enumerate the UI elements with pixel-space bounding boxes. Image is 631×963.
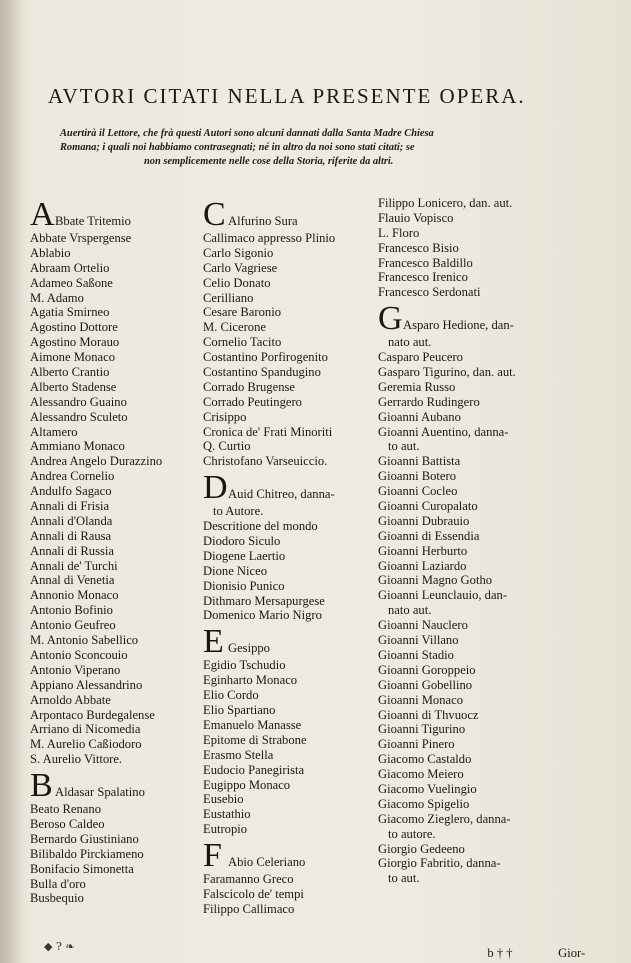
author-entry: Callimaco appresso Plinio	[203, 231, 336, 245]
author-entry: Emanuelo Manasse	[203, 717, 302, 732]
author-entry: Gioanni Magno Gotho	[378, 573, 493, 588]
page-footer	[465, 946, 585, 961]
author-entry: Diodoro Siculo	[203, 534, 281, 549]
author-entry: to aut.	[388, 871, 420, 886]
author-entry: Eugippo Monaco	[203, 777, 291, 792]
author-entry: Bulla d'oro	[30, 876, 86, 891]
author-entry: Alessandro Guaino	[30, 394, 127, 409]
author-entry: S. Aurelio Vittore.	[30, 752, 123, 767]
author-entry: Alberto Crantio	[30, 365, 110, 380]
author-entry: Ablabio	[30, 245, 71, 260]
author-entry: Gioanni Laziardo	[378, 558, 467, 573]
catchword: Gior-	[558, 946, 586, 960]
author-entry: Diogene Laertio	[203, 548, 286, 563]
author-entry: Descritione del mondo	[203, 519, 318, 534]
author-entry: Agostino Morauo	[30, 335, 120, 350]
section-heading	[203, 469, 363, 507]
letter-section	[30, 196, 180, 767]
section-heading	[30, 196, 180, 233]
author-entry: Busbequio	[30, 891, 84, 906]
author-entry: to autore.	[388, 826, 436, 841]
letter-section	[30, 767, 180, 906]
author-entry: Andrea Cornelio	[30, 469, 115, 484]
author-entry: Dione Niceo	[203, 563, 267, 578]
author-entry: Agatia Smirneo	[30, 305, 110, 320]
author-entry: L. Floro	[378, 225, 420, 240]
author-entry: Gesippo	[228, 641, 270, 656]
author-entry: Eutropio	[203, 822, 248, 837]
author-entry: Flauio Vopisco	[378, 210, 454, 225]
author-entry: Appiano Alessandrino	[30, 677, 143, 692]
author-entry: Gioanni Herburto	[378, 543, 468, 558]
author-entry: Gasparo Tigurino, dan. aut.	[378, 365, 516, 380]
author-entry: Elio Cordo	[203, 688, 259, 703]
author-entry: Auid Chitreo, danna-	[228, 487, 335, 502]
gutter-shadow	[0, 0, 22, 963]
author-entry: Egidio Tschudio	[203, 658, 286, 673]
reader-notice	[60, 127, 560, 169]
author-entry: Annonio Monaco	[30, 588, 119, 603]
author-entry: Eusebio	[203, 792, 244, 807]
author-entry: Francesco Serdonati	[378, 285, 481, 300]
author-entry: Annali d'Olanda	[30, 513, 113, 528]
author-entry: Gioanni Monaco	[378, 692, 463, 707]
author-entry: Gioanni Leunclauio, dan-	[378, 588, 508, 603]
author-entry: Eustathio	[203, 807, 251, 822]
author-column-3	[378, 196, 568, 886]
section-heading	[203, 623, 363, 661]
author-entry: Faramanno Greco	[203, 872, 294, 887]
signature-mark: b † †	[487, 946, 513, 960]
section-heading	[30, 767, 180, 805]
author-entry: Adameo Saßone	[30, 275, 113, 290]
section-heading	[203, 196, 363, 233]
author-entry: Cornelio Tacito	[203, 335, 282, 350]
section-heading	[378, 300, 568, 338]
author-entry: Beroso Caldeo	[30, 816, 105, 831]
author-entry: Giorgio Gedeeno	[378, 841, 465, 856]
author-entry: Gioanni Goroppeio	[378, 662, 476, 677]
letter-section	[378, 300, 568, 886]
author-entry: Gioanni Nauclero	[378, 618, 468, 633]
author-entry: Gioanni Dubrauio	[378, 513, 470, 528]
author-entry: Gioanni Battista	[378, 454, 461, 469]
author-entry: Abraam Ortelio	[30, 260, 110, 275]
author-entry: Gioanni Botero	[378, 469, 456, 484]
author-entry: Alessandro Sculeto	[30, 409, 128, 424]
author-entry: Cronica de' Frati Minoriti	[203, 424, 333, 439]
author-entry: Bonifacio Simonetta	[30, 861, 134, 876]
author-entry: Antonio Geufreo	[30, 618, 116, 633]
author-entry: Carlo Sigonio	[203, 245, 274, 260]
author-entry: Bilibaldo Pirckiameno	[30, 846, 144, 861]
drop-capital: E	[203, 623, 224, 661]
author-entry: Q. Curtio	[203, 439, 251, 454]
author-entry: Eudocio Panegirista	[203, 762, 305, 777]
letter-section	[203, 196, 363, 469]
author-entry: Cerilliano	[203, 290, 254, 305]
author-entry: Gioanni Gobellino	[378, 677, 473, 692]
author-entry: Geremia Russo	[378, 379, 456, 394]
author-entry: Aldasar Spalatino	[55, 785, 145, 800]
author-entry: Domenico Mario Nigro	[203, 608, 322, 623]
section-heading	[203, 837, 363, 875]
author-entry: Falscicolo de' tempi	[203, 886, 304, 901]
letter-section	[203, 623, 363, 837]
notice-line: non semplicemente nelle cose della Storia, riferite da altri.	[144, 156, 394, 167]
author-entry: Annal di Venetia	[30, 573, 115, 588]
author-entry: Corrado Brugense	[203, 379, 295, 394]
author-entry: Altamero	[30, 424, 78, 439]
author-entry: Abio Celeriano	[228, 855, 306, 870]
author-entry: Abbate Vrspergense	[30, 231, 132, 245]
author-entry: Elio Spartiano	[203, 703, 276, 718]
author-entry: Eginharto Monaco	[203, 673, 298, 688]
author-entry: Gioanni Curopalato	[378, 499, 478, 514]
author-entry: Filippo Callimaco	[203, 901, 295, 916]
author-entry: Annali de' Turchi	[30, 558, 118, 573]
author-entry: Bbate Tritemio	[55, 214, 131, 228]
author-entry: Francesco Baldillo	[378, 255, 473, 270]
author-entry: Gioanni Tigurino	[378, 722, 466, 737]
author-entry: Casparo Peucero	[378, 350, 463, 365]
author-entry: Gioanni Stadio	[378, 647, 454, 662]
author-entry: Ammiano Monaco	[30, 439, 125, 454]
author-entry: M. Aurelio Caßiodoro	[30, 737, 142, 752]
author-entry: Beato Renano	[30, 802, 101, 817]
author-entry: Antonio Bofinio	[30, 603, 113, 618]
author-entry: Gioanni Cocleo	[378, 484, 458, 499]
author-entry: M. Adamo	[30, 290, 84, 305]
author-entry: Bernardo Giustiniano	[30, 831, 139, 846]
page-title: AVTORI CITATI NELLA PRESENTE OPERA.	[48, 84, 526, 108]
notice-line: Romana; i quali noi habbiamo contrasegnati; né in altro da noi sono stati citati; se	[60, 142, 415, 153]
letter-section	[203, 469, 363, 623]
author-entry: to aut.	[388, 439, 420, 454]
author-entry: Carlo Vagriese	[203, 260, 278, 275]
author-entry: Costantino Porfirogenito	[203, 350, 328, 365]
author-entry: Gioanni Villano	[378, 633, 459, 648]
author-entry: Annali di Russia	[30, 543, 114, 558]
author-entry: Alberto Stadense	[30, 379, 117, 394]
author-entry: Epitome di Strabone	[203, 732, 307, 747]
author-entry: Cesare Baronio	[203, 305, 281, 320]
author-entry: Alfurino Sura	[228, 214, 298, 228]
drop-capital: F	[203, 837, 222, 875]
author-entry: Annali di Rausa	[30, 528, 112, 543]
author-entry: Andulfo Sagaco	[30, 484, 112, 499]
author-column-2	[203, 196, 363, 917]
author-entry: Giacomo Vuelingio	[378, 781, 477, 796]
author-entry: M. Cicerone	[203, 320, 266, 335]
author-entry: Filippo Lonicero, dan. aut.	[378, 196, 513, 210]
author-entry: Francesco Irenico	[378, 270, 468, 285]
drop-capital: B	[30, 767, 53, 805]
author-entry: Gioanni Aubano	[378, 409, 461, 424]
author-entry: Gioanni Pinero	[378, 737, 455, 752]
author-entry: Crisippo	[203, 409, 247, 424]
author-entry: Arriano di Nicomedia	[30, 722, 141, 737]
author-entry: Andrea Angelo Durazzino	[30, 454, 163, 469]
library-stamp: ◆ ? ❧	[44, 940, 75, 953]
author-entry: Costantino Spandugino	[203, 365, 321, 380]
author-entry: nato aut.	[388, 335, 432, 350]
author-entry: Dithmaro Mersapurgese	[203, 593, 325, 608]
author-entry: Asparo Hedione, dan-	[403, 318, 514, 333]
author-entry: Antonio Sconcouio	[30, 647, 128, 662]
author-entry: Celio Donato	[203, 275, 271, 290]
author-entry: Antonio Viperano	[30, 662, 121, 677]
drop-capital: D	[203, 469, 228, 507]
drop-capital: C	[203, 196, 226, 233]
author-entry: Francesco Bisio	[378, 240, 459, 255]
author-entry: Dionisio Punico	[203, 578, 285, 593]
author-entry: Erasmo Stella	[203, 747, 274, 762]
notice-line: Auertirà il Lettore, che frà questi Autori sono alcuni dannati dalla Santa Madre Chiesa	[60, 128, 434, 139]
drop-capital: G	[378, 300, 403, 338]
author-entry: Giacomo Spigelio	[378, 796, 470, 811]
author-entry: Annali di Frisia	[30, 499, 110, 514]
author-entry: Giacomo Meiero	[378, 767, 464, 782]
author-entry: M. Antonio Sabellico	[30, 633, 139, 648]
author-entry: Corrado Peutingero	[203, 394, 302, 409]
author-entry: Gioanni di Essendia	[378, 528, 480, 543]
author-entry: to Autore.	[213, 504, 264, 519]
author-entry: Agostino Dottore	[30, 320, 118, 335]
author-column-1	[30, 196, 180, 906]
drop-capital: A	[30, 196, 55, 233]
author-entry: nato aut.	[388, 603, 432, 618]
author-entry: Giacomo Zieglero, danna-	[378, 811, 511, 826]
author-entry: Giacomo Castaldo	[378, 752, 472, 767]
author-entry: Gioanni di Thvuocz	[378, 707, 479, 722]
author-entry: Christofano Varseuiccio.	[203, 454, 328, 469]
author-entry: Giorgio Fabritio, danna-	[378, 856, 501, 871]
letter-section	[203, 837, 363, 917]
author-entry: Gerrardo Rudingero	[378, 394, 480, 409]
author-entry: Aimone Monaco	[30, 350, 115, 365]
author-entry: Arpontaco Burdegalense	[30, 707, 155, 722]
author-entry: Arnoldo Abbate	[30, 692, 111, 707]
author-entry: Gioanni Auentino, danna-	[378, 424, 509, 439]
